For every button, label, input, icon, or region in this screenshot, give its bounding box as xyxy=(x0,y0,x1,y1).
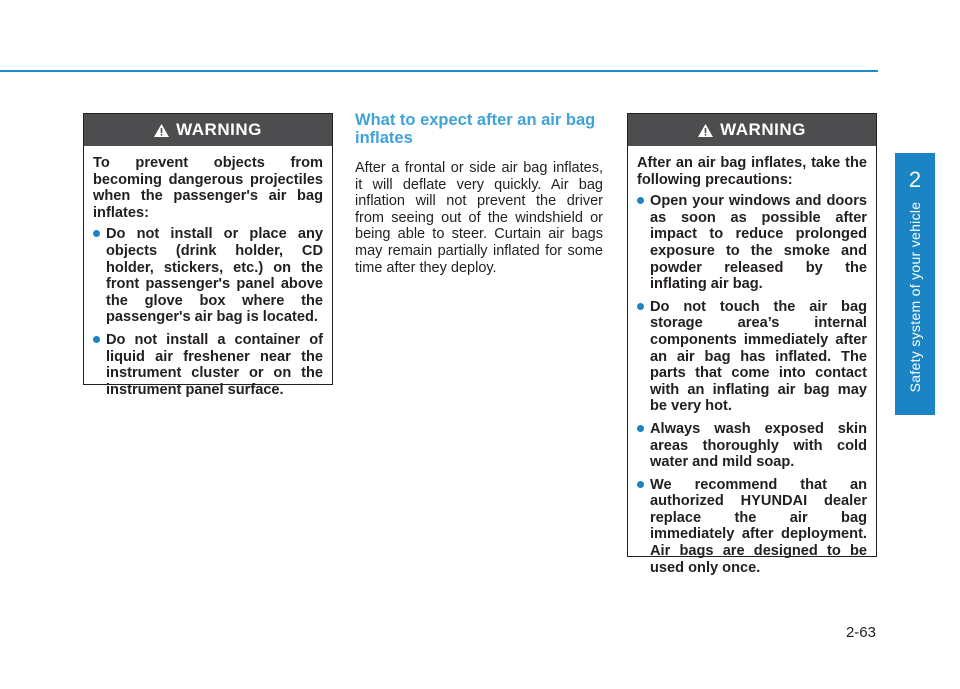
warning-item: Do not touch the air bag storage area’s internal components immediately after an air bag has inflated. The parts that come into contact with an inflating air bag may be very hot. xyxy=(637,299,867,415)
warning-item: Open your windows and doors as soon as possible after impact to reduce prolonged exposure to the smoke and powder released by the inflating air bag. xyxy=(637,193,867,293)
warning-title: WARNING xyxy=(720,120,806,139)
middle-section xyxy=(355,111,603,276)
warning-header xyxy=(84,114,332,146)
bullet-icon xyxy=(93,336,100,343)
warning-intro: After an air bag inflates, take the following precautions: xyxy=(637,155,867,188)
warning-body xyxy=(84,146,332,406)
section-paragraph: After a frontal or side air bag inflates, it will deflate very quickly. Air bag inflation will not prevent the driver from seeing out of the windshield or being able to steer. Curtain air bags may remain partially inflated for some time after they deploy. xyxy=(355,160,603,276)
warning-triangle-icon xyxy=(698,124,713,137)
warning-list xyxy=(93,226,323,398)
warning-item: Do not install a container of liquid air freshener near the instrument cluster or on the instrument panel surface. xyxy=(93,332,323,398)
chapter-tab xyxy=(895,153,935,415)
chapter-number: 2 xyxy=(908,167,922,192)
chapter-title: Safety system of your vehicle xyxy=(907,201,923,393)
bullet-icon xyxy=(637,303,644,310)
warning-title: WARNING xyxy=(176,120,262,139)
warning-box-right xyxy=(627,113,877,576)
warning-item: We recommend that an authorized HYUNDAI dealer replace the air bag immediately after deployment. Air bags are designed to be used only once. xyxy=(637,477,867,577)
warning-item: Do not install or place any objects (drink holder, CD holder, stickers, etc.) on the front passenger's panel above the glove box where the passenger's air bag is located. xyxy=(93,226,323,326)
warning-header xyxy=(628,114,876,146)
warning-item: Always wash exposed skin areas thoroughly with cold water and mild soap. xyxy=(637,421,867,471)
section-heading: What to expect after an air bag inflates xyxy=(355,111,596,147)
warning-list xyxy=(637,193,867,576)
warning-intro: To prevent objects from becoming dangerous projectiles when the passenger's air bag inflates: xyxy=(93,155,323,221)
header-rule xyxy=(0,70,878,72)
bullet-icon xyxy=(637,425,644,432)
warning-box-left xyxy=(83,113,333,398)
warning-triangle-icon xyxy=(154,124,169,137)
warning-body xyxy=(628,146,876,584)
bullet-icon xyxy=(637,197,644,204)
bullet-icon xyxy=(637,481,644,488)
bullet-icon xyxy=(93,230,100,237)
page-number: 2-63 xyxy=(845,624,876,641)
